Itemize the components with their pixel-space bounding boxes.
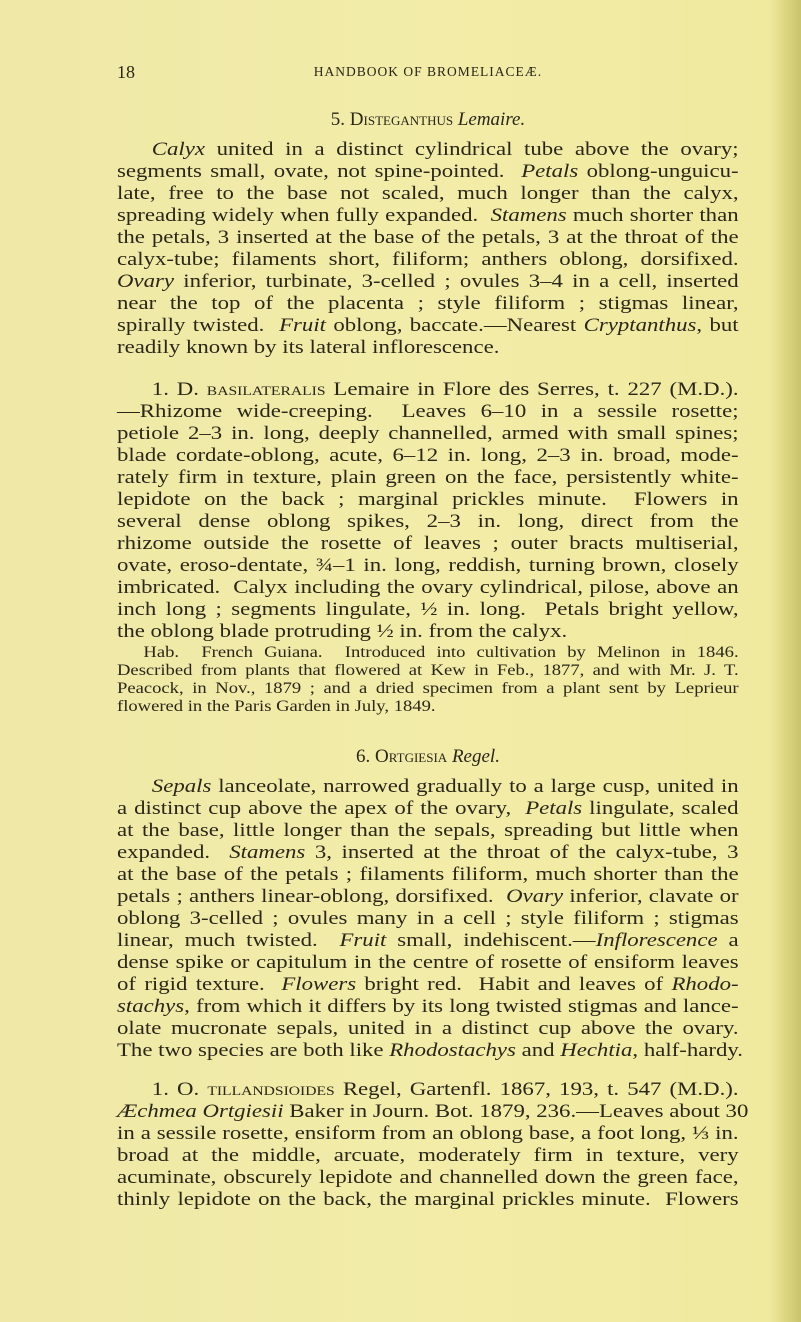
text-line — [117, 798, 739, 820]
italic-term: Calyx — [151, 139, 205, 160]
text-line — [117, 401, 739, 423]
text-run: late, free to the base not scaled, much longer than the calyx, — [117, 183, 739, 204]
text-run: imbricated. Calyx including the ovary cylindrical, pilose, above an — [117, 577, 739, 598]
text-line — [117, 908, 739, 930]
text-line — [117, 183, 739, 205]
text-line — [117, 379, 739, 401]
text-line — [117, 1101, 749, 1123]
species-tillandsioides — [117, 1079, 749, 1211]
text-run: Regel, Gartenfl. 1867, 193, t. 547 (M.D.). — [334, 1079, 739, 1100]
text-run: —Rhizome wide-creeping. Leaves 6–10 in a sessile rosette; — [117, 401, 739, 422]
text-line — [117, 776, 739, 798]
italic-term: Fruit — [279, 315, 326, 336]
text-run: 1. O. — [151, 1079, 208, 1100]
text-line — [117, 489, 739, 511]
italic-term: Æchmea Ortgiesii — [117, 1101, 284, 1122]
text-line — [117, 555, 739, 577]
italic-term: Fruit — [339, 930, 387, 951]
text-run: oblong, baccate.—Nearest — [325, 315, 584, 336]
text-line — [117, 930, 739, 952]
text-run: much shorter than — [566, 205, 739, 226]
genus-name: Ortgiesia — [375, 746, 448, 767]
text-line — [117, 139, 739, 161]
text-run: lepidote on the back ; marginal prickles minute. Flowers in — [117, 489, 739, 510]
text-run: rhizome outside the rosette of leaves ; outer bracts multiserial, — [117, 533, 739, 554]
text-run: spirally twisted. — [117, 315, 280, 336]
text-run: inferior, clavate or — [563, 886, 739, 907]
text-line — [117, 698, 739, 716]
text-line — [117, 662, 739, 680]
text-run: segments small, ovate, not spine-pointed. — [117, 161, 522, 182]
species-basilateralis — [117, 379, 739, 643]
small-caps-name: tillandsioides — [207, 1079, 335, 1100]
page-header — [117, 61, 739, 83]
text-line — [117, 1079, 739, 1101]
text-line — [117, 271, 739, 293]
genus-title-disteganthus — [117, 109, 739, 131]
italic-term: Hechtia — [560, 1040, 633, 1061]
text-line — [117, 842, 739, 864]
text-line — [117, 952, 739, 974]
text-run: united in a distinct cylindrical tube above the ovary; — [204, 139, 739, 160]
text-run: acuminate, obscurely lepidote and channelled down the green face, — [117, 1167, 739, 1188]
text-run: Hab. French Guiana. Introduced into cultivation by Melinon in 1846. — [143, 644, 739, 661]
text-line — [117, 1189, 739, 1211]
text-run: ovate, eroso-dentate, ¾–1 in. long, reddish, turning brown, closely — [117, 555, 739, 576]
text-run: bright red. Habit and leaves of — [356, 974, 672, 995]
text-line — [117, 423, 739, 445]
text-line — [117, 1167, 739, 1189]
text-line — [117, 467, 739, 489]
italic-term: Cryptanthus — [583, 315, 697, 336]
text-run: 3, inserted at the throat of the calyx-tube, 3 — [305, 842, 739, 863]
text-line — [117, 445, 739, 467]
text-line — [117, 621, 739, 643]
text-line — [117, 680, 739, 698]
text-run: linear, much twisted. — [117, 930, 340, 951]
text-line — [117, 820, 739, 842]
text-run: in a sessile rosette, ensiform from an oblong base, a foot long, ⅓ in. — [117, 1123, 739, 1144]
text-run: small, indehiscent.— — [386, 930, 596, 951]
italic-term: Petals — [525, 798, 583, 819]
text-run: broad at the middle, arcuate, moderately firm in texture, very — [117, 1145, 739, 1166]
text-run: expanded. — [117, 842, 230, 863]
italic-term: Petals — [521, 161, 579, 182]
text-run: at the base of the petals ; filaments filiform, much shorter than the — [117, 864, 739, 885]
text-line — [117, 511, 739, 533]
genus-name: Disteganthus — [349, 109, 454, 130]
text-line — [117, 205, 739, 227]
page-number: 18 — [117, 62, 135, 82]
text-run: the petals, 3 inserted at the base of the petals, 3 at the throat of the — [117, 227, 739, 248]
text-run: Described from plants that flowered at Kew in Feb., 1877, and with Mr. J. T. — [117, 662, 739, 679]
text-line — [117, 599, 739, 621]
text-line — [117, 161, 739, 183]
text-run: and — [515, 1040, 561, 1061]
genus-author: Lemaire. — [453, 109, 526, 130]
text-run: 1. D. — [151, 379, 207, 400]
text-run: blade cordate-oblong, acute, 6–12 in. long, 2–3 in. broad, mode- — [117, 445, 739, 466]
text-run: flowered in the Paris Garden in July, 1849. — [117, 698, 436, 715]
text-run: lingulate, scaled — [582, 798, 739, 819]
text-run: inferior, turbinate, 3-celled ; ovules 3–4 in a cell, inserted — [173, 271, 739, 292]
text-run: petals ; anthers linear-oblong, dorsifixed. — [117, 886, 507, 907]
text-line — [117, 533, 739, 555]
italic-term: Stamens — [490, 205, 567, 226]
text-line — [117, 644, 739, 662]
text-line — [117, 337, 739, 359]
italic-term: Rhodo- — [671, 974, 739, 995]
genus-title-ortgiesia — [117, 746, 739, 768]
running-head: HANDBOOK OF BROMELIACEÆ. — [313, 64, 543, 79]
text-run: a distinct cup above the apex of the ovary, — [117, 798, 526, 819]
text-run: oblong 3-celled ; ovules many in a cell ; style filiform ; stigmas — [117, 908, 739, 929]
text-line — [117, 315, 739, 337]
text-run: inch long ; segments lingulate, ½ in. long. Petals bright yellow, — [117, 599, 739, 620]
text-run: Lemaire in Flore des Serres, t. 227 (M.D.). — [325, 379, 739, 400]
italic-term: Ovary — [506, 886, 564, 907]
text-line — [117, 577, 739, 599]
text-line — [117, 1018, 739, 1040]
genus-number: 5. — [330, 109, 350, 130]
text-run: calyx-tube; filaments short, filiform; anthers oblong, dorsifixed. — [117, 249, 739, 270]
text-line — [117, 293, 739, 315]
text-run: near the top of the placenta ; style filiform ; stigmas linear, — [117, 293, 739, 314]
genus-number: 6. — [356, 746, 376, 767]
text-run: of rigid texture. — [117, 974, 282, 995]
text-run: , but — [696, 315, 739, 336]
text-run: a — [717, 930, 739, 951]
text-run: at the base, little longer than the sepals, spreading but little when — [117, 820, 739, 841]
text-line — [117, 227, 739, 249]
genus-author: Regel. — [447, 746, 500, 767]
text-run: dense spike or capitulum in the centre of rosette of ensiform leaves — [117, 952, 739, 973]
text-run: The two species are both like — [117, 1040, 390, 1061]
text-run: rately firm in texture, plain green on the face, persistently white- — [117, 467, 739, 488]
text-run: oblong-unguicu- — [578, 161, 739, 182]
text-line — [117, 1040, 744, 1062]
text-run: Peacock, in Nov., 1879 ; and a dried specimen from a plant sent by Leprieur — [117, 680, 739, 697]
italic-term: Rhodostachys — [389, 1040, 516, 1061]
italic-term: Flowers — [281, 974, 357, 995]
text-run: several dense oblong spikes, 2–3 in. long, direct from the — [117, 511, 739, 532]
text-line — [117, 864, 739, 886]
italic-term: Inflorescence — [595, 930, 718, 951]
text-line — [117, 974, 739, 996]
text-run: olate mucronate sepals, united in a distinct cup above the ovary. — [117, 1018, 739, 1039]
habitat-note — [117, 644, 739, 716]
text-run: petiole 2–3 in. long, deeply channelled, armed with small spines; — [117, 423, 739, 444]
text-line — [117, 1145, 739, 1167]
text-run: , from which it differs by its long twisted stigmas and lance- — [184, 996, 739, 1017]
italic-term: Ovary — [117, 271, 174, 292]
text-run: Baker in Journ. Bot. 1879, 236.—Leaves about 30 — [283, 1101, 749, 1122]
genus-description-ortgiesia — [117, 776, 744, 1062]
italic-term: Stamens — [229, 842, 306, 863]
text-line — [117, 249, 739, 271]
text-line — [117, 1123, 739, 1145]
text-run: lanceolate, narrowed gradually to a large cusp, united in — [211, 776, 739, 797]
text-run: readily known by its lateral inflorescence. — [117, 337, 500, 358]
text-run: spreading widely when fully expanded. — [117, 205, 491, 226]
text-run: , half-hardy. — [632, 1040, 744, 1061]
text-run: thinly lepidote on the back, the marginal prickles minute. Flowers — [117, 1189, 739, 1210]
italic-term: Sepals — [151, 776, 212, 797]
text-line — [117, 886, 739, 908]
text-run: the oblong blade protruding ½ in. from the calyx. — [117, 621, 568, 642]
small-caps-name: basilateralis — [206, 379, 326, 400]
italic-term: stachys — [117, 996, 185, 1017]
genus-description-disteganthus — [117, 139, 739, 359]
text-line — [117, 996, 739, 1018]
